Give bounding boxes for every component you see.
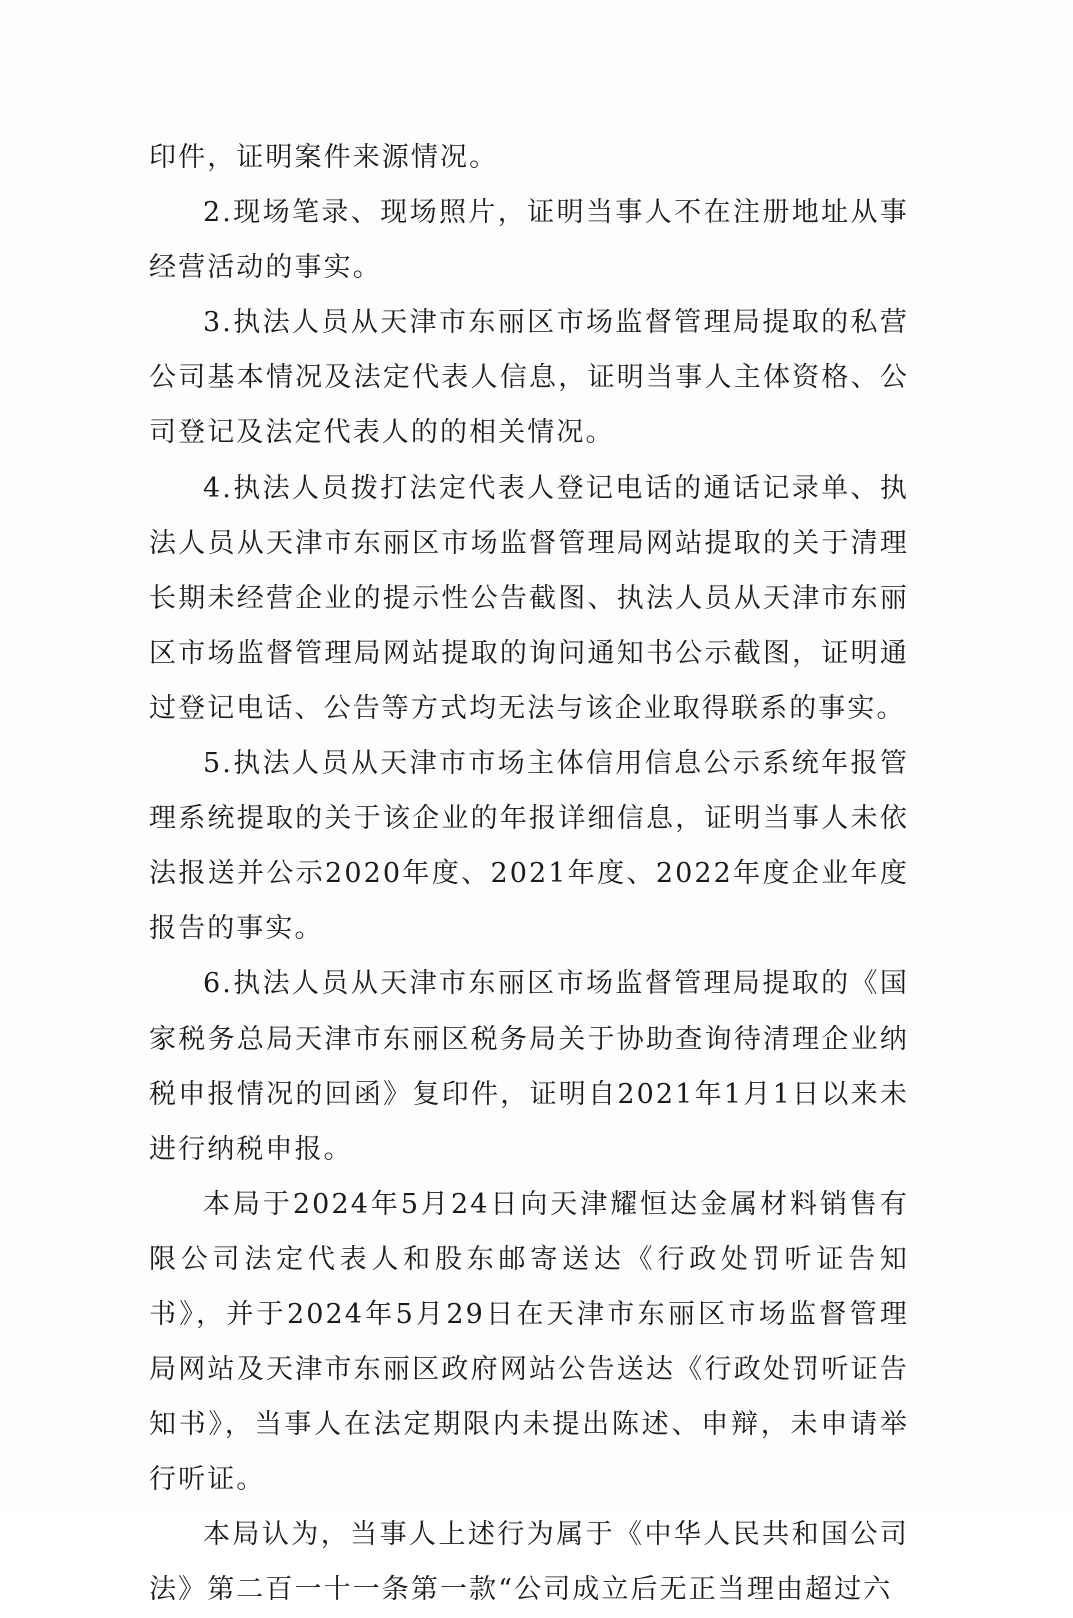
paragraph-evidence-6: 6.执法人员从天津市东丽区市场监督管理局提取的《国家税务总局天津市东丽区税务局关于协助查询待清理企业纳税申报情况的回函》复印件，证明自2021年1月1日以来未进行纳税申报。 <box>149 968 909 1165</box>
paragraph-evidence-5: 5.执法人员从天津市市场主体信用信息公示系统年报管理系统提取的关于该企业的年报详细信息，证明当事人未依法报送并公示2020年度、2021年度、2022年度企业年度报告的事实。 <box>149 748 909 945</box>
paragraph-evidence-4: 4.执法人员拨打法定代表人登记电话的通话记录单、执法人员从天津市东丽区市场监督管理局网站提取的关于清理长期未经营企业的提示性公告截图、执法人员从天津市东丽区市场监督管理局网站提取的询问通知书公示截图，证明通过登记电话、公告等方式均无法与该企业取得联系的事实。 <box>149 472 909 724</box>
paragraph-finding: 本局认为，当事人上述行为属于《中华人民共和国公司法》第二百一十一条第一款“公司成立后无正当理由超过六 <box>149 1519 909 1606</box>
paragraph-continuation: 印件，证明案件来源情况。 <box>149 142 499 173</box>
document-body <box>149 130 909 1618</box>
paragraph-service-notice: 本局于2024年5月24日向天津耀恒达金属材料销售有限公司法定代表人和股东邮寄送达《行政处罚听证告知书》，并于2024年5月29日在天津市东丽区市场监督管理局网站及天津市东丽区政府网站公告送达《行政处罚听证告知书》，当事人在法定期限内未提出陈述、申辩，未申请举行听证。 <box>149 1188 909 1496</box>
paragraph-evidence-2: 2.现场笔录、现场照片，证明当事人不在注册地址从事经营活动的事实。 <box>149 197 909 284</box>
paragraph-evidence-3: 3.执法人员从天津市东丽区市场监督管理局提取的私营公司基本情况及法定代表人信息，证明当事人主体资格、公司登记及法定代表人的的相关情况。 <box>149 307 909 449</box>
